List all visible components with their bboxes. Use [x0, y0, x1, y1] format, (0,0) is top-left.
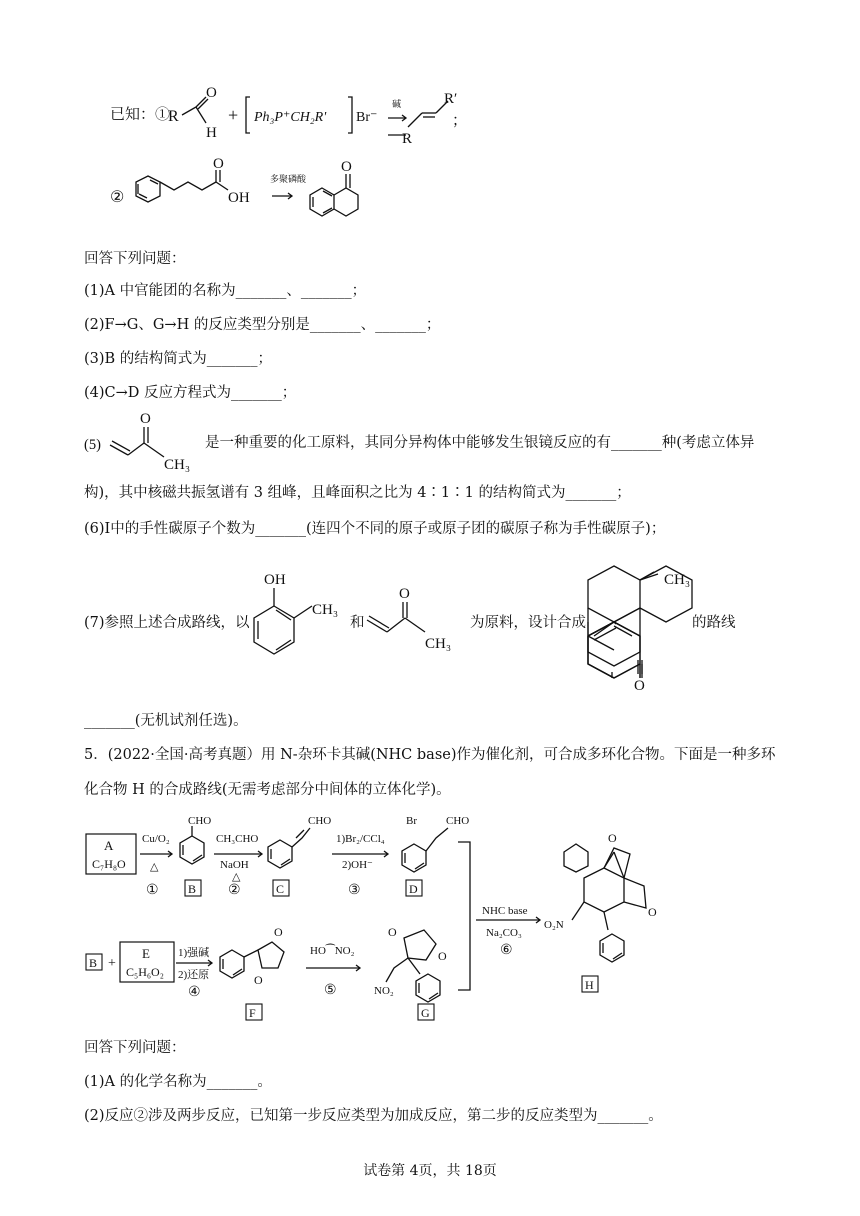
f-o-2: O: [254, 973, 263, 987]
g-no2: NO₂: [374, 985, 394, 997]
q4-question-5-line2: 构)，其中核磁共振氢谱有 3 组峰，且峰面积之比为 4∶1∶1 的结构简式为_______；: [84, 485, 631, 501]
synthesis-scheme: [84, 808, 784, 1030]
item-2: ②: [110, 189, 125, 206]
acid-o: O: [213, 158, 224, 172]
phosphonium-salt: Ph₃P⁺CH₂R': [254, 110, 327, 125]
q5-question-1: (1)A 的化学名称为_______。: [84, 1074, 272, 1090]
mvk2-o: O: [399, 586, 410, 602]
q5-prefix: (5): [84, 437, 101, 453]
r2-bottom: △: [232, 871, 241, 883]
c-cho: CHO: [308, 815, 332, 827]
r4-bottom: 2)还原: [178, 969, 210, 981]
bromide: Br⁻: [356, 110, 378, 125]
mvk-ch3: CH₃: [164, 457, 191, 473]
mvk-o: O: [140, 411, 151, 427]
cresol-ch3: CH₃: [312, 602, 339, 618]
mvk-structure-2: [365, 580, 475, 660]
known-reaction-2: [110, 158, 440, 234]
r5-reagent: HO⁀NO₂: [310, 945, 355, 957]
r1-bottom: △: [150, 861, 159, 873]
octalone-ch3: CH₃: [664, 572, 691, 588]
r2-mid: NaOH: [220, 859, 249, 871]
compound-e-formula: C₅H₆O₂: [126, 965, 164, 979]
step-1: ①: [146, 883, 159, 898]
octalone-ketone-svg: [620, 660, 660, 696]
compound-d: D: [409, 882, 418, 896]
known-reaction-1: [110, 85, 470, 150]
q4-question-5-text: 是一种重要的化工原料，其同分异构体中能够发生银镜反应的有_______种(考虑立体异: [205, 435, 755, 451]
q5-question-2: (2)反应②涉及两步反应，已知第一步反应类型为加成反应，第二步的反应类型为_______。: [84, 1108, 663, 1124]
octalone-o: O: [634, 678, 645, 694]
r2-top: CH₃CHO: [216, 833, 259, 845]
q4-question-6: (6)I中的手性碳原子个数为_______(连四个不同的原子或原子团的碳原子称为手性碳原子)；: [84, 521, 666, 537]
o-cresol-svg: [246, 566, 356, 666]
b-cho: CHO: [188, 815, 212, 827]
q4-question-7-end: _______(无机试剂任选)。: [84, 713, 248, 729]
r-label: R: [168, 108, 179, 125]
product-rprime: R′: [444, 91, 458, 107]
q4-question-1: (1)A 中官能团的名称为_______、_______；: [84, 283, 367, 299]
h-label: H: [206, 125, 217, 141]
oh-label: OH: [228, 190, 250, 206]
mvk2-svg: [365, 580, 475, 660]
q5-intro: 回答下列问题：: [84, 1040, 186, 1056]
r3-top: 1)Br₂/CCl₄: [336, 833, 385, 845]
known-prefix: 已知：①: [110, 107, 171, 123]
q5-stem-2: 化合物 H 的合成路线(无需考虑部分中间体的立体化学)。: [84, 782, 451, 798]
step-6: ⑥: [500, 943, 513, 958]
h-lactone-o: O: [608, 831, 617, 845]
plus-2: +: [108, 956, 116, 971]
nhc-base: NHC base: [482, 905, 528, 917]
step-2: ②: [228, 883, 241, 898]
compound-b-2: B: [89, 956, 98, 970]
known-reaction-2-svg: [110, 158, 440, 234]
g-o-1: O: [388, 925, 397, 939]
d-cho: CHO: [446, 815, 470, 827]
r1-top: Cu/O₂: [142, 833, 170, 845]
q4-question-5-structure: [84, 405, 214, 477]
cresol-oh: OH: [264, 572, 286, 588]
tetralone-o: O: [341, 159, 352, 175]
scheme-svg: [84, 808, 784, 1030]
octalone-ketone: [620, 660, 660, 696]
mvk2-ch3: CH₃: [425, 636, 452, 652]
end-mark: ；: [452, 113, 468, 129]
compound-a-formula: C₇H₈O: [92, 857, 126, 871]
compound-h: H: [585, 978, 594, 992]
g-o-2: O: [438, 949, 447, 963]
o-cresol-structure: [246, 566, 356, 666]
q4-intro: 回答下列问题：: [84, 251, 186, 267]
d-br: Br: [406, 815, 417, 827]
compound-g: G: [421, 1006, 430, 1020]
compound-e-label: E: [142, 946, 150, 961]
compound-b: B: [188, 882, 197, 896]
q4-question-2: (2)F→G、G→H 的反应类型分别是_______、_______；: [84, 317, 441, 333]
step-5: ⑤: [324, 983, 337, 998]
page-footer: 试卷第 4页，共 18页: [363, 1163, 497, 1179]
q4-question-4: (4)C→D 反应方程式为_______；: [84, 385, 297, 401]
h-ketone-o: O: [648, 905, 657, 919]
h-o2n: O₂N: [544, 919, 564, 931]
q4-question-7-c: 的路线: [692, 615, 736, 631]
q5-stem-1: 5．(2022·全国·高考真题）用 N-杂环卡其碱(NHC base)作为催化剂，可合成多环化合物。下面是一种多环: [84, 747, 776, 763]
r3-bottom: 2)OH⁻: [342, 859, 373, 871]
q4-question-7-a: (7)参照上述合成路线，以: [84, 615, 250, 631]
q4-question-7-b: 为原料，设计合成: [470, 615, 586, 631]
compound-c: C: [276, 882, 285, 896]
plus-sign: +: [228, 105, 239, 125]
q4-question-7-and: 和: [350, 615, 365, 631]
base-label: 碱: [392, 99, 402, 109]
step-4: ④: [188, 985, 201, 1000]
na2co3: Na₂CO₃: [486, 927, 522, 939]
product-r: R: [402, 131, 413, 147]
f-o-1: O: [274, 925, 283, 939]
compound-f: F: [249, 1006, 256, 1020]
compound-a-label: A: [104, 838, 114, 853]
q4-question-3: (3)B 的结构简式为_______；: [84, 351, 273, 367]
ppa-label: 多聚磷酸: [270, 174, 307, 184]
known-reaction-1-svg: [110, 85, 470, 150]
mvk-svg: [84, 405, 214, 477]
r4-top: 1)强碱: [178, 947, 210, 959]
step-3: ③: [348, 883, 361, 898]
o-label: O: [206, 85, 217, 101]
